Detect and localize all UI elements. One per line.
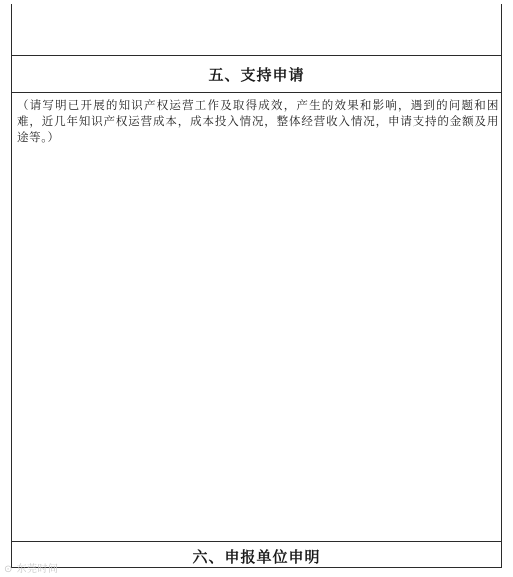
- watermark-text: ⊙ 东莞时间: [4, 564, 59, 575]
- table-bottom-border: [12, 567, 501, 568]
- table-row-divider: [12, 541, 501, 542]
- section-five-title: 五、支持申请: [208, 66, 305, 84]
- section-six-title: 六、申报单位申明: [192, 548, 321, 566]
- table-row-divider: [12, 55, 501, 56]
- previous-section-empty-cell[interactable]: [12, 4, 501, 55]
- support-application-input-cell[interactable]: [12, 93, 501, 541]
- support-application-instruction: （请写明已开展的知识产权运营工作及取得成效，产生的效果和影响，遇到的问题和困难，近几年知识产权运营成本，成本投入情况，整体经营收入情况，申请支持的金额及用途等。）: [17, 98, 499, 144]
- application-form-table: [11, 4, 502, 568]
